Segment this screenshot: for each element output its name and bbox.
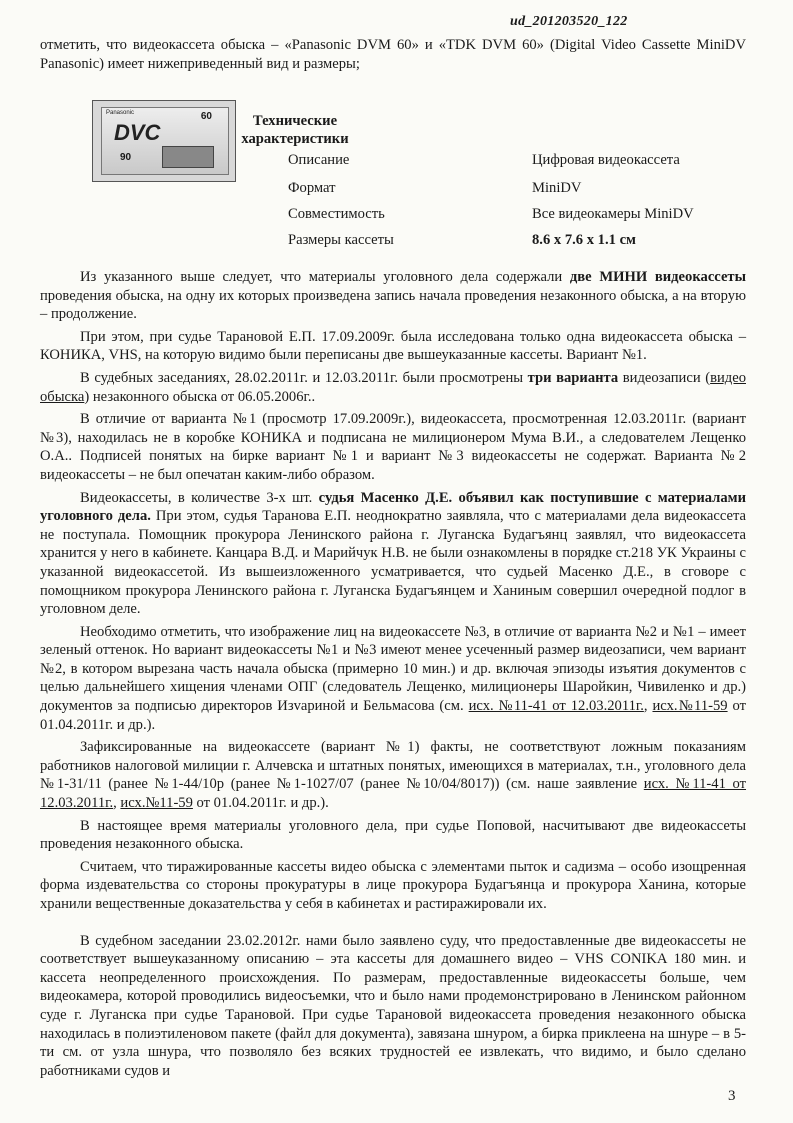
intro-text: отметить, что видеокассета обыска – «Panasonic DVM 60» и «TDK DVM 60» (Digital Video Cassette MiniDV Panasonic) имеет нижеприведенный вид и размеры; bbox=[40, 37, 746, 72]
paragraph-3: В судебных заседаниях, 28.02.2011г. и 12.03.2011г. были просмотрены три варианта видеозаписи (видео обыска) незаконного обыска от 06.05.2006г.. bbox=[40, 369, 746, 405]
paragraph-5: Видеокассеты, в количестве 3-х шт. судья Масенко Д.Е. объявил как поступившие с материалами уголовного дела. При этом, судья Таранова Е.П. неоднократно заявляла, что с материалами дела видеокассета не поступала. Помощник прокурора Ленинского района г. Луганска Будагъянц заявлял, что видеокассета хранится у него в кабинете. Канцара В.Д. и Марийчук Н.В. не были ознакомлены в порядке ст.218 УК Украины с указанной видеокассетой. Из вышеизложенного усматривается, что судьей Масенко Д.Е., в сговоре с помощником прокурора Ленинского района г. Луганска Будагъянцем и Ханиным совершил очередной подлог в уголовном деле. bbox=[40, 489, 746, 618]
paragraph-1: Из указанного выше следует, что материалы уголовного дела содержали две МИНИ видеокассеты проведения обыска, на одну их которых произведена запись начала проведения незаконного обыска, а на вторую – продолжение. bbox=[40, 269, 746, 323]
cassette-window bbox=[162, 146, 214, 168]
spec-label-format: Формат bbox=[288, 180, 336, 196]
spec-label-compat: Совместимость bbox=[288, 206, 385, 222]
body-text bbox=[40, 268, 746, 1080]
intro-paragraph bbox=[40, 36, 746, 73]
spec-value-format: MiniDV bbox=[532, 180, 582, 196]
cassette-brand: Panasonic bbox=[106, 110, 135, 116]
paragraph-6: Необходимо отметить, что изображение лиц на видеокассете №3, в отличие от варианта №2 и №1 – имеет зеленый оттенок. Но вариант видеокассеты №1 и №3 имеют менее усеченный размер видеозаписи, чем вариант №2, в котором вырезана часть начала обыска (примерно 10 мин.) и др. включая эпизоды изъятия документов с целью дальнейшего хищения членами ОПГ (следователь Лещенко, милиционеры Шаройкин, Чивиленко и др.) документов за подписью директоров Изvариной и Бельмасова (см. исх. №11-41 от 12.03.2011г., исх.№11-59 от 01.04.2011г. и др.). bbox=[40, 623, 747, 733]
cassette-60: 60 bbox=[200, 111, 212, 122]
cassette-90: 90 bbox=[120, 152, 132, 163]
paragraph-10: В судебном заседании 23.02.2012г. нами было заявлено суду, что предоставленные две видеокассеты не соответствует вышеуказанному описанию – эта кассеты для домашнего видео – VHS CONIKA 180 мин. и кассета неопределенного происхождения. По размерам, предоставленные видеокассеты больше, чем видеокамера, которой проводились видеосъемки, что и было нами продемонстрировано в Ленинском районном суде г. Луганска при судье Тарановой. При судье Тарановой видеокассета проведения незаконного обыска находилась в полиэтиленовом пакете (файл для документа), завязана шнуром, а бирка приклеена на шнуре – в 5-ти см. от узла шнура, что позволяло без всяких трудностей ее извлекать, что видимо, и было сделано работниками судов и bbox=[40, 932, 746, 1079]
paragraph-4: В отличие от варианта №1 (просмотр 17.09.2009г.), видеокассета, просмотренная 12.03.2011г. (вариант №3), находилась не в коробке КОНИКА и подписана не милиционером Мума В.И., а следователем Лещенко О.А.. Подписей понятых на бирке вариант №1 и вариант №3 видеокассеты не содержат. Варианта №2 видеокассеты – не был опечатан каким-либо образом. bbox=[40, 411, 746, 483]
cassette-image bbox=[92, 100, 236, 182]
paragraph-8: В настоящее время материалы уголовного дела, при судье Поповой, насчитывают две видеокассеты проведения незаконного обыска. bbox=[40, 817, 746, 853]
spec-value-compat: Все видеокамеры MiniDV bbox=[532, 206, 694, 222]
spec-value-description: Цифровая видеокассета bbox=[532, 152, 680, 168]
paragraph-2: При этом, при судье Тарановой Е.П. 17.09.2009г. была исследована только одна видеокассета обыска – КОНИКА, VHS, на которую видимо были переписаны две вышеуказанные кассеты. Вариант №1. bbox=[40, 328, 746, 364]
cassette-dvc-logo: DVC bbox=[114, 120, 161, 145]
spec-label-description: Описание bbox=[288, 152, 350, 168]
paragraph-9: Считаем, что тиражированные кассеты видео обыска с элементами пыток и садизма – особо изощренная форма издевательства со стороны прокуратуры в лице прокурора Будагъянца и прокурора Ханина, которые хранили вещественные доказательства у себя в кабинетах и растиражировали их. bbox=[40, 858, 746, 912]
spec-label-size: Размеры кассеты bbox=[288, 232, 394, 248]
document-id: ud_201203520_122 bbox=[510, 14, 628, 29]
spec-block bbox=[90, 100, 730, 250]
page-number: 3 bbox=[728, 1088, 736, 1104]
spec-title: Технические характеристики bbox=[241, 113, 349, 147]
spec-value-size: 8.6 x 7.6 x 1.1 см bbox=[532, 232, 636, 248]
paragraph-7: Зафиксированные на видеокассете (вариант №1) факты, не соответствуют ложным показаниям работников налоговой милиции г. Алчевска и штатных понятых, имеющихся в материалах, т.н., уголовного дела №1-31/11 (ранее №1-44/10р (ранее №1-1027/07 (ранее №10/04/8017)) (см. наше заявление исх. №11-41 от 12.03.2011г., исх.№11-59 от 01.04.2011г. и др.). bbox=[40, 739, 747, 812]
